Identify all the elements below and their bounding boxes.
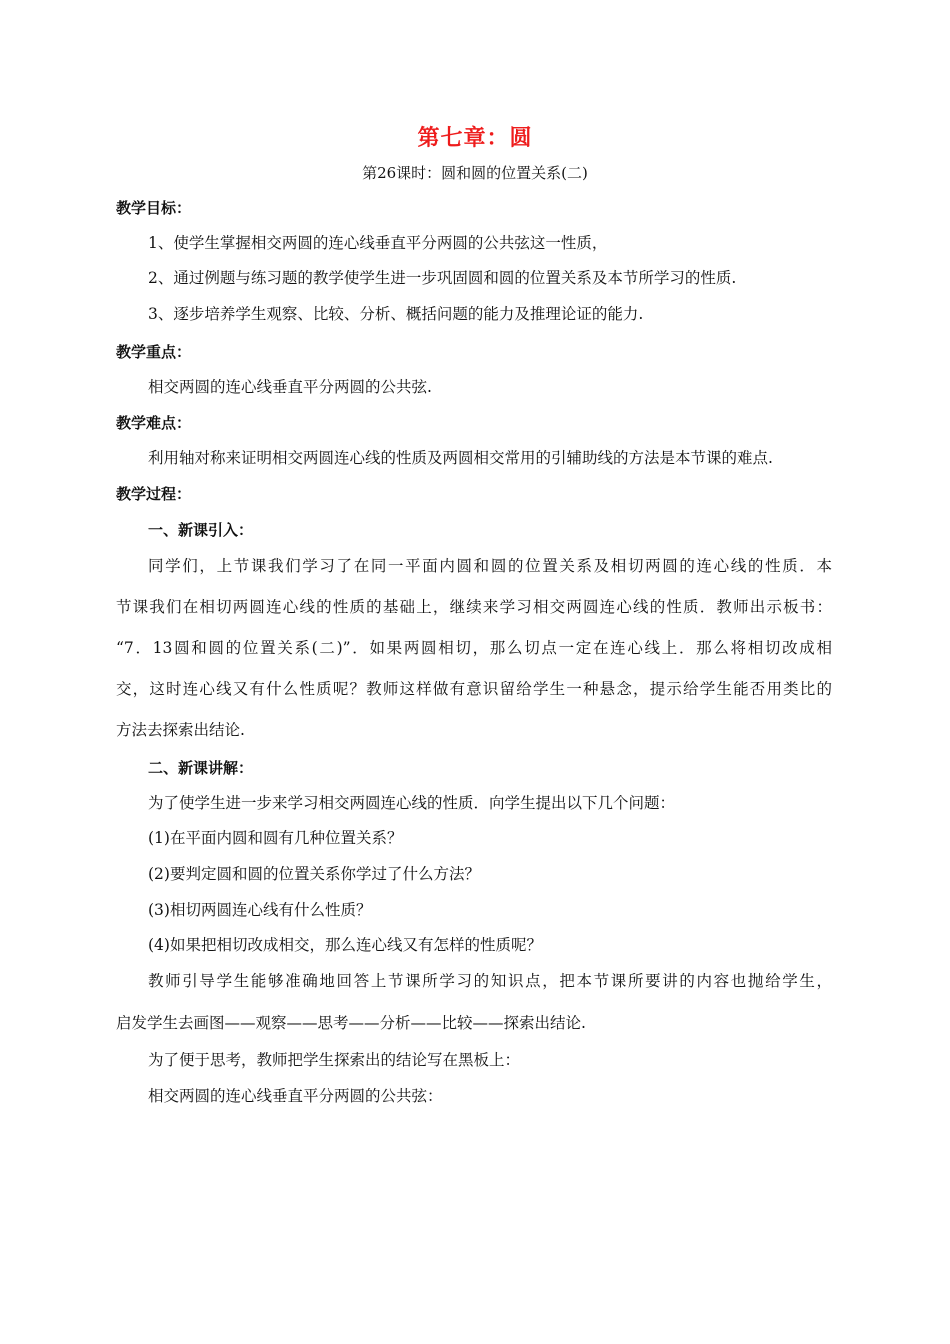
conclusion-text: 相交两圆的连心线垂直平分两圆的公共弦：: [148, 1087, 443, 1105]
paragraph-line: 交，这时连心线又有什么性质呢？教师这样做有意识留给学生一种悬念，提示给学生能否用类比的: [116, 680, 832, 698]
question-item: (1)在平面内圆和圆有几种位置关系？: [148, 829, 403, 847]
paragraph-line: 节课我们在相切两圆连心线的性质的基础上，继续来学习相交两圆连心线的性质．教师出示板书：: [116, 598, 832, 616]
paragraph-line: 教师引导学生能够准确地回答上节课所学习的知识点，把本节课所要讲的内容也抛给学生，: [148, 972, 832, 990]
paragraph-line: “7．13圆和圆的位置关系(二)”．如果两圆相切，那么切点一定在连心线上．那么将相切改成相: [116, 639, 832, 657]
section1-heading: 一、新课引入：: [148, 521, 254, 539]
difficulty-heading: 教学难点：: [116, 414, 192, 432]
goals-heading: 教学目标：: [116, 199, 192, 217]
chapter-title: 第七章：圆: [417, 126, 533, 151]
goal-item: 1、使学生掌握相交两圆的连心线垂直平分两圆的公共弦这一性质，: [148, 234, 608, 252]
paragraph-line: 启发学生去画图——观察——思考——分析——比较——探索出结论.: [116, 1014, 586, 1032]
key-heading: 教学重点：: [116, 343, 192, 361]
question-item: (2)要判定圆和圆的位置关系你学过了什么方法？: [148, 865, 480, 883]
paragraph-line: 同学们，上节课我们学习了在同一平面内圆和圆的位置关系及相切两圆的连心线的性质．本: [148, 557, 832, 575]
goal-item: 2、通过例题与练习题的教学使学生进一步巩固圆和圆的位置关系及本节所学习的性质.: [148, 269, 737, 287]
difficulty-text: 利用轴对称来证明相交两圆连心线的性质及两圆相交常用的引辅助线的方法是本节课的难点.: [148, 449, 773, 467]
section2-intro: 为了使学生进一步来学习相交两圆连心线的性质．向学生提出以下几个问题：: [148, 794, 676, 812]
paragraph-line: 方法去探索出结论.: [116, 721, 245, 739]
blackboard-text: 为了便于思考，教师把学生探索出的结论写在黑板上：: [148, 1051, 521, 1069]
goal-item: 3、逐步培养学生观察、比较、分析、概括问题的能力及推理论证的能力.: [148, 305, 644, 323]
process-heading: 教学过程：: [116, 485, 192, 503]
question-item: (3)相切两圆连心线有什么性质？: [148, 901, 372, 919]
question-item: (4)如果把相切改成相交，那么连心线又有怎样的性质呢？: [148, 936, 542, 954]
lesson-subtitle: 第26课时：圆和圆的位置关系(二): [362, 164, 588, 182]
key-text: 相交两圆的连心线垂直平分两圆的公共弦.: [148, 378, 432, 396]
section2-heading: 二、新课讲解：: [148, 759, 254, 777]
